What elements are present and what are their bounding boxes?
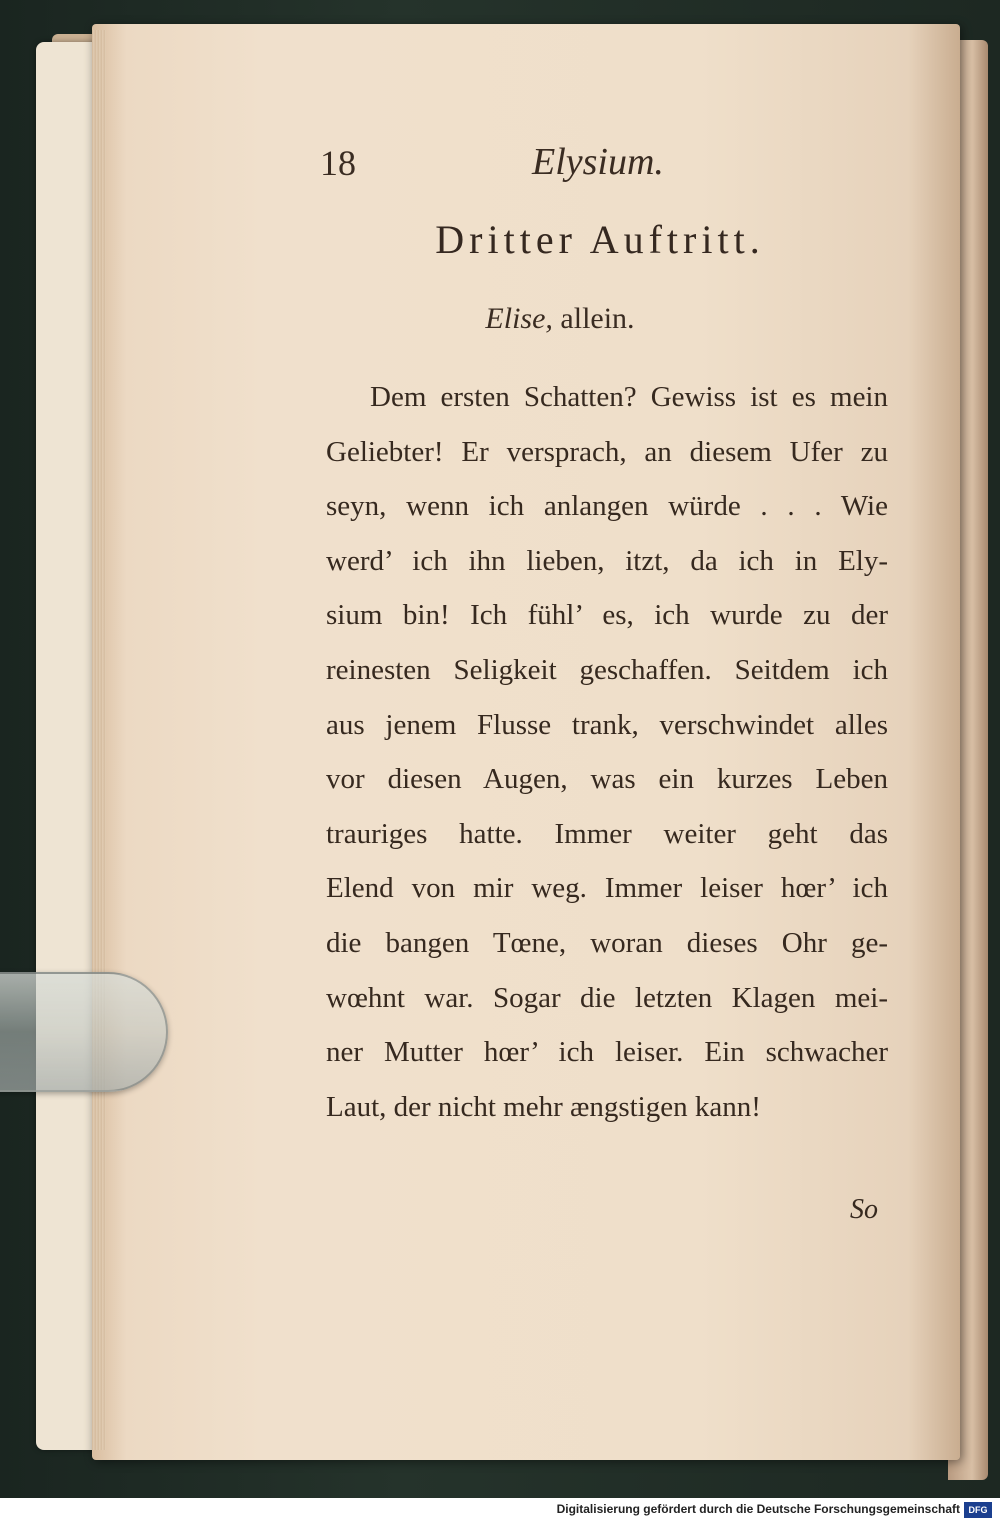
catchword: So <box>850 1194 878 1225</box>
text-line: aus jenem Flusse trank, verschwindet alles <box>326 708 888 741</box>
speaker-line <box>400 302 720 336</box>
running-title: Elysium. <box>532 141 664 183</box>
body-text <box>326 370 888 1134</box>
text-line: Dem ersten Schatten? Gewiss ist es mein <box>370 381 888 413</box>
text-line: Laut, der nicht mehr ængstigen kann! <box>326 1090 761 1123</box>
text-line: seyn, wenn ich anlangen würde . . . Wie <box>326 490 888 523</box>
page-number: 18 <box>320 143 356 183</box>
text-line: wœhnt war. Sogar die letzten Klagen mei- <box>326 981 888 1014</box>
text-line: trauriges hatte. Immer weiter geht das <box>326 817 888 850</box>
text-line: sium bin! Ich fühl’ es, ich wurde zu der <box>326 599 888 632</box>
footer-credit: Digitalisierung gefördert durch die Deutsche Forschungsgemeinschaft <box>556 1502 960 1516</box>
text-line: vor diesen Augen, was ein kurzes Leben <box>326 763 888 796</box>
running-head <box>318 136 698 192</box>
stage-direction: allein. <box>560 302 635 335</box>
footer-bar <box>0 1498 1000 1524</box>
text-line: Geliebter! Er versprach, an diesem Ufer zu <box>326 435 888 468</box>
page-clip <box>0 972 168 1092</box>
text-line: ner Mutter hœr’ ich leiser. Ein schwacher <box>326 1036 888 1069</box>
page-stack-edge <box>92 30 106 1450</box>
scene-heading: Dritter Auftritt. <box>435 217 765 262</box>
text-line: die bangen Tœne, woran dieses Ohr ge- <box>326 926 888 959</box>
text-line: reinesten Seligkeit geschaffen. Seitdem ich <box>326 653 888 686</box>
text-line: Elend von mir weg. Immer leiser hœr’ ich <box>326 872 888 905</box>
speaker-name: Elise, <box>485 302 553 335</box>
text-line: werd’ ich ihn lieben, itzt, da ich in Ely- <box>326 544 888 577</box>
dfg-logo: DFG <box>964 1502 992 1518</box>
